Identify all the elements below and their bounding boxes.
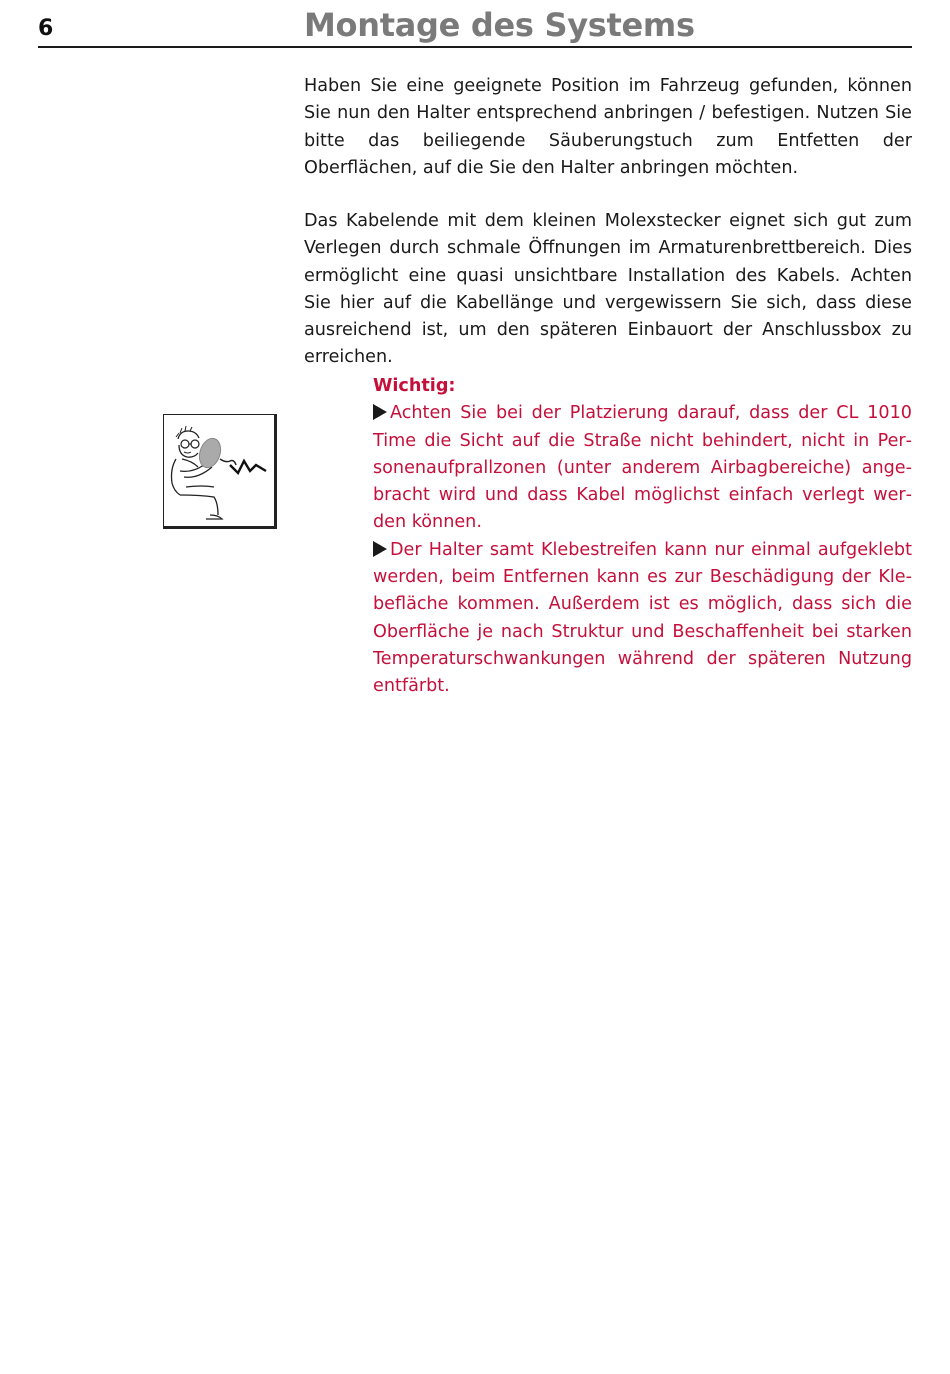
- body-paragraph: Haben Sie eine geeignete Position im Fahrzeug gefunden, können Sie nun den Halter entsprechend anbringen / befestigen. Nutzen Sie bitte das beiliegende Säuberungstuch zum Entfetten der Oberflächen, auf die Sie den Halter anbringen möchten.: [304, 76, 912, 178]
- driver-view-blocked-icon: [163, 414, 277, 529]
- page-number: 6: [38, 16, 54, 41]
- notice-item-text: Der Halter samt Klebestreifen kann nur einmal aufgeklebt werden, beim Entfernen kann es zur Beschädigung der Klebefläche kommen. Außerdem ist es möglich, dass sich die Oberfläche je nach Struktur und Beschaffenheit bei starken Temperaturschwankungen während der späteren Nutzung entfärbt.: [373, 539, 912, 697]
- page-title: Montage des Systems: [304, 6, 695, 44]
- bullet-arrow-icon: [373, 404, 387, 420]
- header-rule: [38, 46, 912, 48]
- notice-item-text: Achten Sie bei der Platzierung darauf, dass der CL 1010 Time die Sicht auf die Straße nicht behindert, nicht in Personenaufprallzonen (unter anderem Airbagbereiche) angebracht wird und dass Kabel möglichst einfach verlegt werden können.: [373, 403, 912, 533]
- body-paragraph: Das Kabelende mit dem kleinen Molexstecker eignet sich gut zum Verlegen durch schmale Öffnungen im Armaturenbrettbereich. Dies ermöglicht eine quasi unsichtbare Installation des Kabels. Achten Sie hier auf die Kabellänge und vergewissern Sie sich, dass diese ausreichend ist, um den späteren Einbauort der Anschlussbox zu erreichen.: [304, 211, 912, 368]
- important-notice: [373, 373, 912, 701]
- notice-item: [373, 537, 912, 701]
- notice-heading: Wichtig:: [373, 376, 456, 396]
- notice-item: [373, 400, 912, 536]
- bullet-arrow-icon: [373, 541, 387, 557]
